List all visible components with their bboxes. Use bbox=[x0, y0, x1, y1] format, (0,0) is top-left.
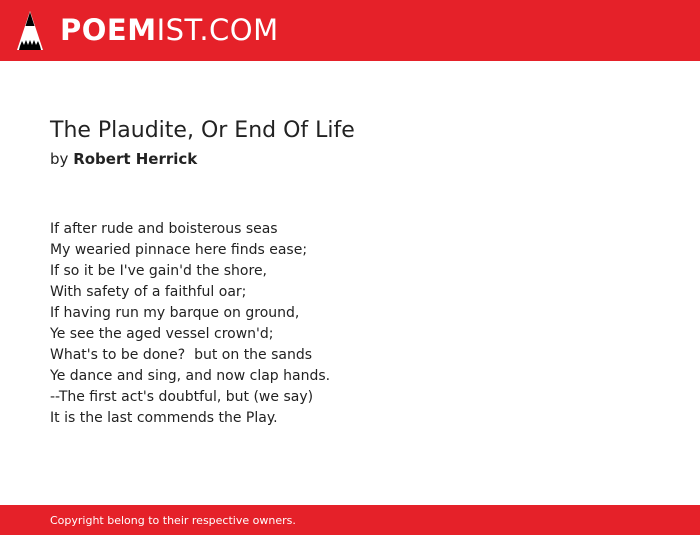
poem-line: Ye see the aged vessel crown'd; bbox=[50, 326, 274, 342]
poem-line: --The first act's doubtful, but (we say) bbox=[50, 389, 314, 405]
site-footer bbox=[0, 505, 700, 535]
copyright-notice: Copyright belong to their respective owners. bbox=[50, 513, 296, 527]
poem-byline bbox=[50, 149, 197, 169]
site-header bbox=[0, 0, 700, 61]
pencil-tip-icon bbox=[16, 10, 44, 52]
poem-line: Ye dance and sing, and now clap hands. bbox=[50, 368, 331, 384]
logo-wordmark bbox=[60, 13, 279, 47]
poem-line: It is the last commends the Play. bbox=[50, 410, 278, 426]
logo-wordmark-bold: POEM bbox=[60, 13, 157, 47]
poem-line: If so it be I've gain'd the shore, bbox=[50, 263, 268, 279]
poem-line: What's to be done? but on the sands bbox=[50, 347, 313, 363]
poem-line: My wearied pinnace here finds ease; bbox=[50, 242, 308, 258]
poem-title: The Plaudite, Or End Of Life bbox=[50, 118, 355, 143]
poem-line: If after rude and boisterous seas bbox=[50, 221, 278, 237]
logo-wordmark-light: IST.COM bbox=[156, 13, 279, 47]
poem-line: With safety of a faithful oar; bbox=[50, 284, 247, 300]
site-logo[interactable] bbox=[16, 10, 279, 52]
poem-line: If having run my barque on ground, bbox=[50, 305, 300, 321]
poem-body bbox=[50, 219, 650, 429]
byline-prefix: by bbox=[50, 150, 69, 168]
poem-author[interactable]: Robert Herrick bbox=[73, 150, 198, 168]
